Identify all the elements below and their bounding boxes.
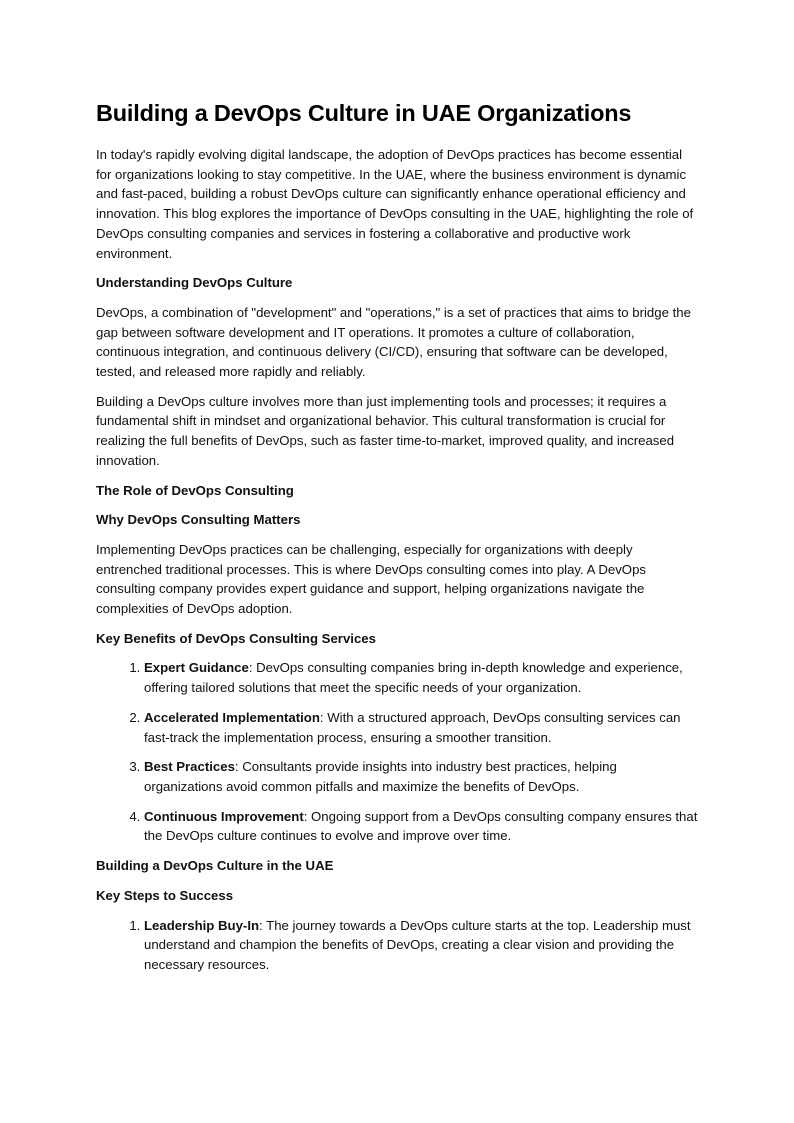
benefits-list (96, 658, 698, 846)
section-heading-uae: Building a DevOps Culture in the UAE (96, 858, 334, 874)
list-item-text: : Consultants provide insights into industry best practices, helping organizations avoid common pitfalls and maximize the benefits of DevOps. (144, 759, 617, 794)
page-title: Building a DevOps Culture in UAE Organizations (96, 100, 632, 126)
list-item-text: : DevOps consulting companies bring in-depth knowledge and experience, offering tailored solutions that meet the specific needs of your organization. (144, 660, 683, 696)
list-item-term: Leadership Buy-In (144, 917, 260, 933)
list-item-text: : With a structured approach, DevOps consulting services can fast-track the implementation process, ensuring a smoother transition. (144, 709, 681, 745)
section1-paragraph-1: DevOps, a combination of "development" and "operations," is a set of practices that aims to bridge the gap between software development and IT operations. It promotes a culture of collaboration, continuous integration, and continuous delivery (CI/CD), ensuring that software can be developed, tested, and released more rapidly and reliably. (96, 304, 691, 380)
list-item (144, 757, 698, 796)
steps-list (96, 916, 698, 975)
list-item-term: Accelerated Implementation (144, 709, 320, 725)
list-item-term: Expert Guidance (144, 660, 249, 676)
list-item (144, 807, 698, 846)
list-item-term: Best Practices (144, 759, 235, 775)
subheading-key-steps: Key Steps to Success (96, 887, 234, 903)
subheading-why-matters: Why DevOps Consulting Matters (96, 512, 301, 528)
list-item (144, 708, 698, 747)
section-heading-understanding: Understanding DevOps Culture (96, 275, 293, 291)
section2-paragraph-1: Implementing DevOps practices can be challenging, especially for organizations with deeply entrenched traditional processes. This is where DevOps consulting comes into play. A DevOps consulting company provides expert guidance and support, helping organizations navigate the complexities of DevOps adoption. (96, 541, 646, 617)
list-item (144, 658, 698, 697)
list-item-text: : Ongoing support from a DevOps consulting company ensures that the DevOps culture continues to evolve and improve over time. (144, 808, 698, 844)
subheading-key-benefits: Key Benefits of DevOps Consulting Services (96, 630, 376, 646)
list-item-term: Continuous Improvement (144, 808, 304, 824)
section-heading-role: The Role of DevOps Consulting (96, 482, 294, 498)
list-item (144, 916, 698, 975)
list-item-text: : The journey towards a DevOps culture starts at the top. Leadership must understand and champion the benefits of DevOps, creating a clear vision and providing the necessary resources. (144, 917, 691, 972)
intro-paragraph: In today's rapidly evolving digital landscape, the adoption of DevOps practices has become essential for organizations looking to stay competitive. In the UAE, where the business environment is dynamic and fast-paced, building a robust DevOps culture can significantly enhance operational efficiency and innovation. This blog explores the importance of DevOps consulting in the UAE, highlighting the role of DevOps consulting companies and services in fostering a collaborative and productive work environment. (96, 147, 694, 261)
section1-paragraph-2: Building a DevOps culture involves more than just implementing tools and processes; it requires a fundamental shift in mindset and organizational behavior. This cultural transformation is crucial for realizing the full benefits of DevOps, such as faster time-to-market, improved quality, and increased innovation. (96, 393, 675, 468)
